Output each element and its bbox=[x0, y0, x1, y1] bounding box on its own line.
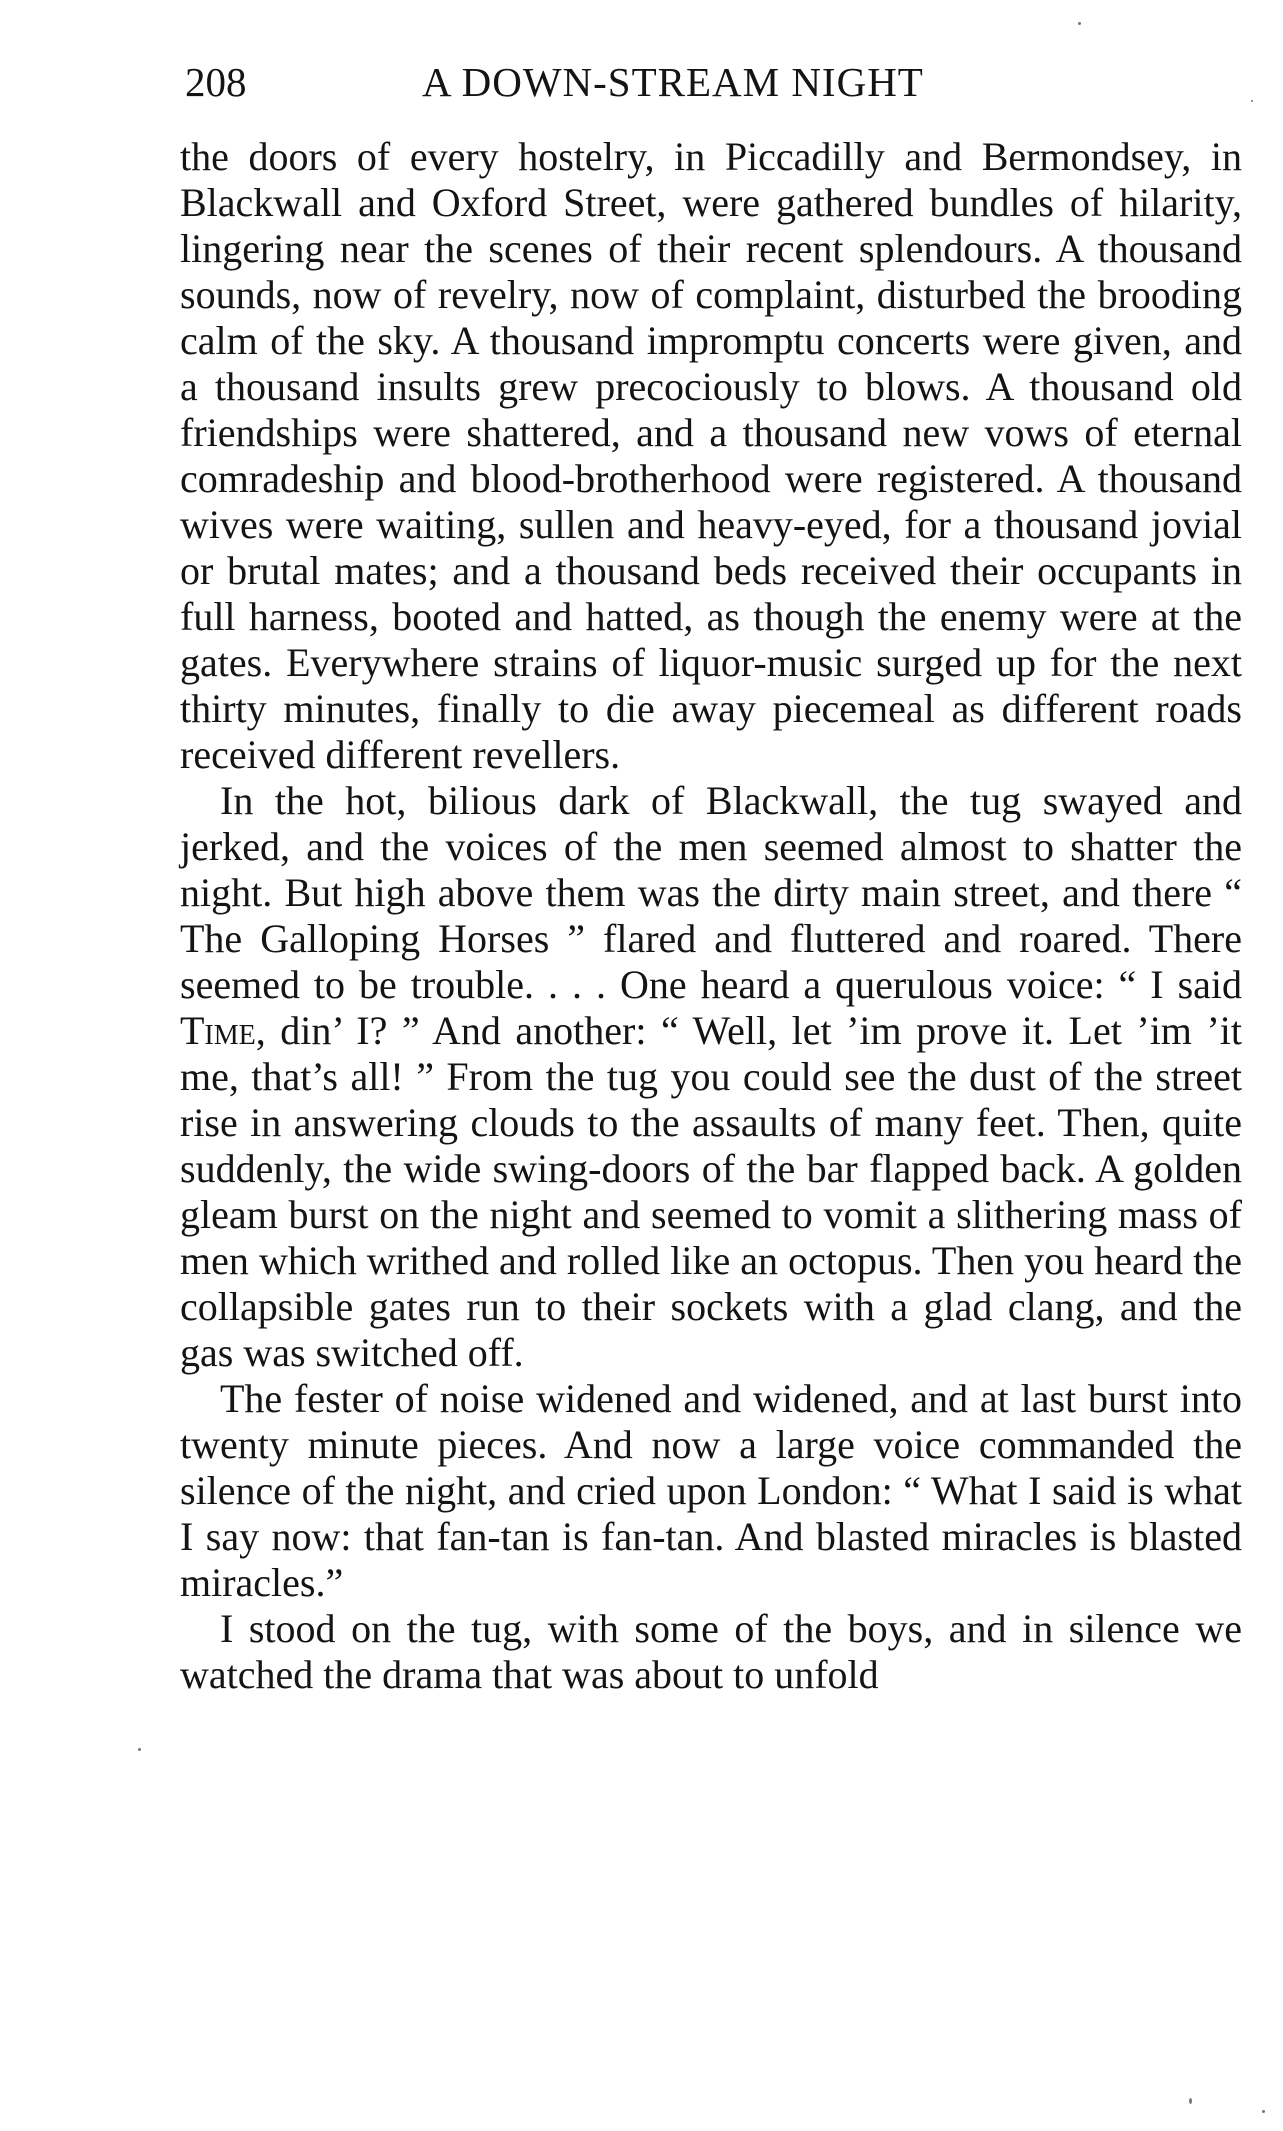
paragraph-3: The fester of noise widened and widened, and at last burst into twenty minute pieces. And now a large voice commanded the silence of the night, and cried upon London: “ What I said is what I say now: that fan-tan is fan-tan. And blasted miracles is blasted miracles.” bbox=[180, 1376, 1242, 1605]
paragraph-1: the doors of every hostelry, in Piccadilly and Bermondsey, in Blackwall and Oxford Street, were gathered bundles of hilarity, lingering near the scenes of their recent splendours. A thousand sounds, now of revelry, now of complaint, disturbed the brooding calm of the sky. A thousand impromptu concerts were given, and a thousand insults grew precociously to blows. A thousand old friendships were shattered, and a thousand new vows of eternal comradeship and blood-brotherhood were registered. A thousand wives were waiting, sullen and heavy-eyed, for a thousand jovial or brutal mates; and a thousand beds received their occupants in full harness, booted and hatted, as though the enemy were at the gates. Everywhere strains of liquor-music surged up for the next thirty minutes, finally to die away piecemeal as different roads received different revellers. bbox=[180, 134, 1242, 777]
paragraph-2-part-1: In the hot, bilious dark of Blackwall, the tug swayed and jerked, and the voices of the men seemed almost to shatter the night. But high above them was the dirty main street, and there “ The Galloping Horses ” flared and fluttered and roared. There seemed to be trouble. . . . One heard a querulous voice: “ I said bbox=[180, 778, 1242, 1007]
body-text bbox=[180, 134, 1242, 1698]
running-title: A DOWN-STREAM NIGHT bbox=[422, 59, 924, 105]
paragraph-4: I stood on the tug, with some of the boys, and in silence we watched the drama that was about to unfold bbox=[180, 1606, 1242, 1697]
paragraph-2-part-2: , din’ I? ” And another: “ Well, let ’im prove it. Let ’im ’it me, that’s all! ” From the tug you could see the dust of the street rise in answering clouds to the assaults of many feet. Then, quite suddenly, the wide swing-doors of the bar flapped back. A golden gleam burst on the night and seemed to vomit a slithering mass of men which writhed and rolled like an octopus. Then you heard the collapsible gates run to their sockets with a glad clang, and the gas was switched off. bbox=[180, 1008, 1242, 1375]
paper-speck bbox=[138, 1748, 141, 1751]
running-head bbox=[185, 52, 1245, 112]
small-caps-word: Time bbox=[180, 1008, 256, 1053]
paper-speck bbox=[1251, 100, 1253, 102]
paragraph-2 bbox=[180, 778, 1242, 1376]
page-number: 208 bbox=[185, 59, 247, 105]
paper-speck bbox=[1189, 2098, 1192, 2104]
paper-speck bbox=[1078, 22, 1081, 25]
paper-speck bbox=[1262, 2110, 1265, 2113]
